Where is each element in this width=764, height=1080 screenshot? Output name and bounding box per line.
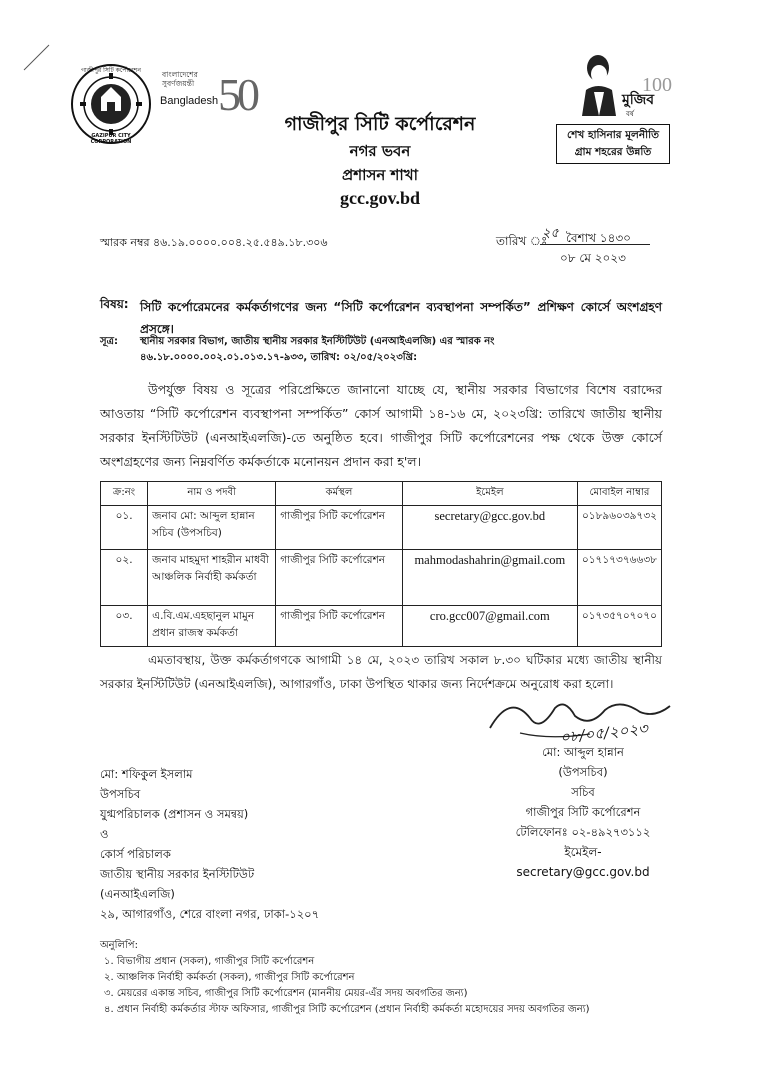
table-row [101, 550, 662, 606]
cell-mobile: ০১৮৯৬০৩৯৭৩২ [577, 506, 661, 550]
nominee-table [100, 481, 662, 647]
th-name: নাম ও পদবী [148, 482, 276, 506]
pen-mark [22, 42, 52, 72]
signatory-email: ইমেইল- secretary@gcc.gov.bd [516, 845, 650, 879]
th-serial: ক্র:নং [101, 482, 148, 506]
cell-email: cro.gcc007@gmail.com [402, 606, 577, 647]
org-name: গাজীপুর সিটি কর্পোরেশন [284, 113, 476, 135]
bd50-number: 50 [218, 69, 256, 120]
building-name: নগর ভবন [349, 142, 411, 160]
cell-serial: ০৩. [101, 606, 148, 647]
signatory-office: গাজীপুর সিটি কর্পোরেশন [525, 805, 641, 819]
name-text: জনাব মো: আব্দুল হান্নান [152, 510, 255, 522]
th-email: ইমেইল [402, 482, 577, 506]
signatory-rank: (উপসচিব) [558, 765, 608, 779]
cell-workplace: গাজীপুর সিটি কর্পোরেশন [276, 506, 402, 550]
bd50-line2: সুবর্ণজয়ন্তী [162, 79, 195, 88]
signatory-designation: সচিব [571, 785, 595, 799]
copy-list [100, 938, 700, 1018]
copy-list-item: ৩. মেয়রের একান্ত সচিব, গাজীপুর সিটি কর্পোরেশন (মাননীয় মেয়র-এঁর সদয় অবগতির জন্য) [104, 988, 468, 999]
cell-name [148, 606, 276, 647]
name-text: এ.বি.এম.এহছানুল মামুন [152, 610, 255, 622]
slogan-line1: শেখ হাসিনার মূলনীতি [566, 129, 660, 141]
cell-serial: ০২. [101, 550, 148, 606]
recipient-line: ২৯, আগারগাঁও, শেরে বাংলা নগর, ঢাকা-১২০৭ [100, 907, 320, 921]
cell-name [148, 550, 276, 606]
bd50-label: Bangladesh [160, 95, 219, 107]
cell-name [148, 506, 276, 550]
bd50-line1: বাংলাদেশের [162, 70, 198, 79]
branch-name: প্রশাসন শাখা [342, 166, 418, 184]
table-row [101, 606, 662, 647]
website: gcc.gov.bd [339, 188, 420, 208]
designation-text: সচিব (উপসচিব) [152, 527, 222, 539]
gcc-logo [70, 63, 152, 145]
th-workplace: কর্মস্থল [276, 482, 402, 506]
th-mobile: মোবাইল নাম্বার [577, 482, 661, 506]
designation-text: আঞ্চলিক নির্বাহী কর্মকর্তা [152, 571, 257, 583]
recipient-line: ও [100, 827, 109, 841]
memo-number: স্মারক নম্বর ৪৬.১৯.০০০০.০০৪.২৫.৫৪৯.১৮.৩০৬ [100, 236, 328, 249]
copy-list-item: ২. আঞ্চলিক নির্বাহী কর্মকর্তা (সকল), গাজীপুর সিটি কর্পোরেশন [104, 972, 355, 983]
cell-mobile: ০১৭১৭৩৭৬৬৩৮ [577, 550, 661, 606]
table-header-row [101, 482, 662, 506]
mujib-100-logo: মুজিব 100 বর্ষ [572, 52, 672, 118]
body-paragraph: উপর্যুক্ত বিষয় ও সূত্রের পরিপ্রেক্ষিতে জানানো যাচ্ছে যে, স্থানীয় সরকার বিভাগের বিশেষ বরাদ্দের আওতায় “সিটি কর্পোরেশন ব্যবস্থাপনা সম্পর্কিত” কোর্স আগামী ১৪-১৬ মে, ২০২৩খ্রি: তারিখে জাতীয় স্থানীয় সরকার ইনস্টিটিউট (এনআইএলজি)-তে অনুষ্ঠিত হবে। গাজীপুর সিটি কর্পোরেশনের পক্ষ থেকে উক্ত কোর্সে অংশগ্রহণের জন্য নিম্নবর্ণিত কর্মকর্তাকে মনোনয়ন প্রদান করা হ'ল। [100, 382, 662, 469]
copy-list-label: অনুলিপি: [100, 940, 138, 951]
date-bangla: বৈশাখ ১৪৩০ [566, 231, 631, 245]
signed-date: ০৮/০৫/২০২৩ [559, 719, 649, 747]
table-row [101, 506, 662, 550]
date-handwritten-day: ২৫ [542, 226, 559, 241]
signatory-block [498, 742, 668, 882]
mujib-label: মুজিব [622, 92, 655, 108]
reference-text: স্থানীয় সরকার বিভাগ, জাতীয় স্থানীয় সরকার ইনস্টিটিউট (এনআইএলজি) এর স্মারক নং ৪৬.১৮.০০০০.০০২.০১.০১৩.১৭-৯৩৩, তারিখ: ০২/০৫/২০২৩খ্রি: [140, 336, 495, 363]
mujib-sub: বর্ষ [626, 110, 634, 118]
copy-list-item: ৪. প্রধান নির্বাহী কর্মকর্তার স্টাফ অফিসার, গাজীপুর সিটি কর্পোরেশন (প্রধান নির্বাহী কর্মকর্তা মহোদয়ের সদয় অবগতির জন্য) [104, 1004, 590, 1015]
copy-list-item: ১. বিভাগীয় প্রধান (সকল), গাজীপুর সিটি কর্পোরেশন [104, 956, 315, 967]
cell-email: secretary@gcc.gov.bd [402, 506, 577, 550]
cell-mobile: ০১৭৩৫৭০৭০৭০ [577, 606, 661, 647]
cell-workplace: গাজীপুর সিটি কর্পোরেশন [276, 550, 402, 606]
cell-email: mahmodashahrin@gmail.com [402, 550, 577, 606]
date-label: তারিখ ঃ [496, 234, 548, 248]
recipient-line: মো: শফিকুল ইসলাম [100, 767, 193, 781]
reference-label: সূত্র: [100, 336, 118, 347]
signatory-phone: টেলিফোনঃ ০২-৪৯২৭৩১১২ [515, 825, 651, 839]
recipient-block [100, 764, 430, 924]
recipient-line: জাতীয় স্থানীয় সরকার ইনস্টিটিউট [100, 867, 255, 881]
subject-label: বিষয়: [100, 297, 129, 311]
recipient-line: যুগ্মপরিচালক (প্রশাসন ও সমন্বয়) [100, 807, 249, 821]
closing-paragraph: এমতাবস্থায়, উক্ত কর্মকর্তাগণকে আগামী ১৪ মে, ২০২৩ তারিখ সকাল ৮.৩০ ঘটিকার মধ্যে জাতীয় স্থানীয় সরকার ইনস্টিটিউট (এনআইএলজি), আগারগাঁও, ঢাকা উপস্থিত থাকার জন্য নির্দেশক্রমে অনুরোধ করা হলো। [100, 653, 662, 691]
cell-serial: ০১. [101, 506, 148, 550]
cell-workplace: গাজীপুর সিটি কর্পোরেশন [276, 606, 402, 647]
recipient-line: উপসচিব [100, 787, 141, 801]
date-divider [540, 244, 650, 245]
subject-text: সিটি কর্পোরেমনের কর্মকর্তাগণের জন্য “সিটি কর্পোরেশন ব্যবস্থাপনা সম্পর্কিত” প্রশিক্ষণ কোর্সে অংশগ্রহণ প্রসঙ্গে। [140, 300, 662, 336]
slogan-line2: গ্রাম শহরের উন্নতি [574, 146, 652, 158]
recipient-line: (এনআইএলজি) [100, 887, 175, 901]
date-english: ০৮ মে ২০২৩ [560, 251, 626, 265]
name-text: জনাব মাহমুদা শাহরীন মাধবী [152, 554, 269, 566]
slogan-box [556, 124, 670, 164]
signatory-name: মো: আব্দুল হান্নান [542, 745, 624, 759]
logo-caption-bn: গাজীপুর সিটি কর্পোরেশন [81, 67, 141, 74]
designation-text: প্রধান রাজস্ব কর্মকর্তা [152, 627, 238, 639]
recipient-line: কোর্স পরিচালক [100, 847, 171, 861]
logo-caption: GAZIPUR CITY CORPORATION [90, 133, 132, 145]
